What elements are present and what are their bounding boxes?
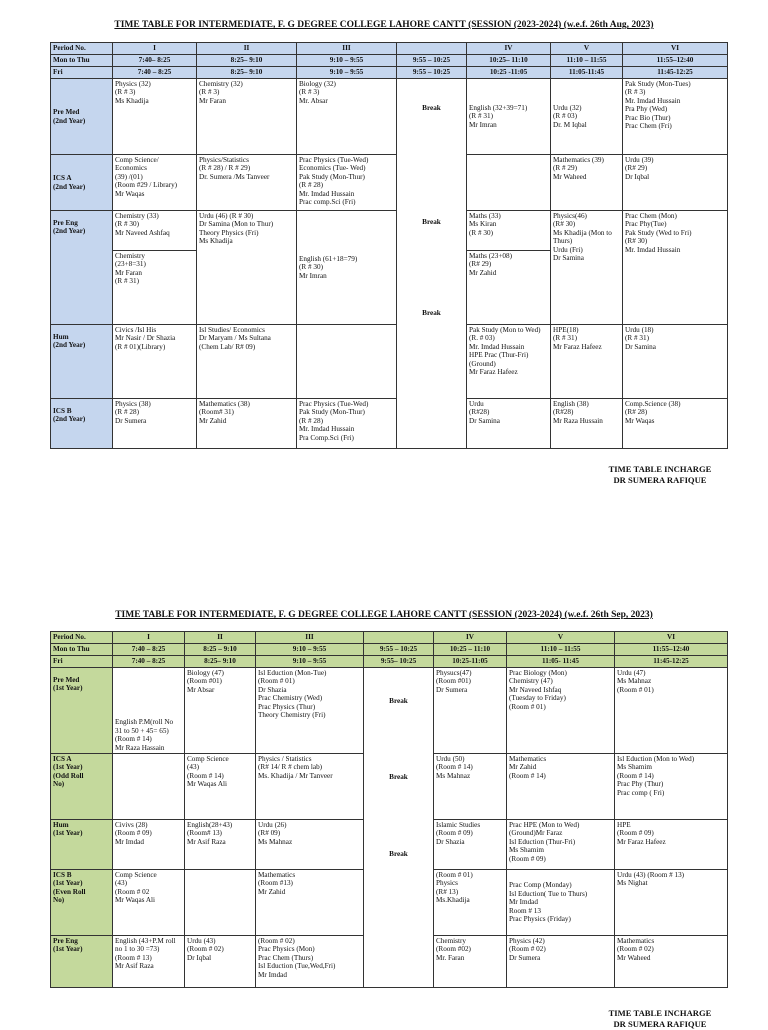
class-label: ICS A (2nd Year) <box>51 155 113 211</box>
time-cell: 11:45-12:25 <box>615 656 728 668</box>
header-cell: Period No. <box>51 43 113 55</box>
period-cell-split <box>113 211 197 325</box>
period-cell: Prac Chem (Mon) Prac Phy(Tue) Pak Study (Wed to Fri) (R# 30) Mr. Imdad Hussain <box>623 211 728 325</box>
period-cell: Pak Study (Mon to Wed) (R. # 03) Mr. Imdad Hussain HPE Prac (Thur-Fri)(Ground) Mr Faraz Hafeez <box>467 325 551 399</box>
timetable-title: TIME TABLE FOR INTERMEDIATE, F. G DEGREE COLLEGE LAHORE CANTT (SESSION (2023-2024) (w.e.f. 26th Sep, 2023) <box>115 610 653 620</box>
period-cell: Chemistry (Room #02) Mr. Faran <box>434 936 507 988</box>
header-cell: I <box>113 632 185 644</box>
period-cell: Physucs(47) (Room #01) Dr Sumera <box>434 668 507 754</box>
time-cell: 11:05- 11:45 <box>507 656 615 668</box>
period-cell: Mathematics Mr Zahid (Room # 14) <box>507 754 615 820</box>
period-cell: Urdu (18) (R # 31) Dr Samina <box>623 325 728 399</box>
time-cell: 11:10 – 11:55 <box>551 55 623 67</box>
period-cell: Urdu (26) (R# 09) Ms Mahnaz <box>256 820 364 870</box>
period-cell: English (38) (R#28) Mr Raza Hussain <box>551 399 623 449</box>
table-row <box>51 399 728 449</box>
period-cell: Comp.Science (38) (R# 28) Mr Waqas <box>623 399 728 449</box>
period-cell: Prac Physics (Tue-Wed) Economics (Tue- Wed) Pak Study (Mon-Thur) (R # 28) Mr. Imdad Hussain Prac comp.Sci (Fri) <box>297 155 397 211</box>
incharge-signature: TIME TABLE INCHARGE DR SUMERA RAFIQUE <box>608 464 712 485</box>
period-cell: Mathematics (38) (Room# 31) Mr Zahid <box>197 399 297 449</box>
time-cell: 11:55–12:40 <box>623 55 728 67</box>
time-cell: 9:10 – 9:55 <box>256 656 364 668</box>
period-cell: HPE(18) (R # 31) Mr Faraz Hafeez <box>551 325 623 399</box>
period-cell: Urdu (39) (R# 29) Dr Iqbal <box>623 155 728 211</box>
period-cell: English (32+39=71) (R # 31) Mr Imran <box>467 79 551 155</box>
table-row <box>51 79 728 155</box>
period-cell: Physics (32) (R # 3) Ms Khadija <box>113 79 197 155</box>
time-cell: Mon to Thu <box>51 55 113 67</box>
header-row <box>51 632 728 644</box>
period-cell: English (61+18=79) (R # 30) Mr Imran <box>297 211 397 325</box>
period-cell: Comp Science (43) (Room # 14) Mr Waqas Ali <box>185 754 256 820</box>
period-cell: Urdu (43) (Room # 13) Ms Nighat <box>615 870 728 936</box>
period-cell: Physics(46) (R# 30) Ms Khadija (Mon to Thurs) Urdu (Fri) Dr Samina <box>551 211 623 325</box>
table-row <box>51 211 728 325</box>
period-cell: Isl Eduction (Mon-Tue) (Room # 01) Dr Shazia Prac Chemistry (Wed) Prac Physics (Thur) Theory Chemistry (Fri) <box>256 668 364 754</box>
class-label: Hum (2nd Year) <box>51 325 113 399</box>
period-cell: Islamic Studies (Room # 09) Dr Shazia <box>434 820 507 870</box>
time-cell: 9:10 – 9:55 <box>256 644 364 656</box>
period-cell: Physics (42) (Room # 02) Dr Sumera <box>507 936 615 988</box>
header-cell: IV <box>467 43 551 55</box>
period-cell: English(28+43) (Room# 13) Mr Asif Raza <box>185 820 256 870</box>
header-row <box>51 43 728 55</box>
table-row <box>51 668 728 754</box>
period-cell: Prac Comp (Monday) Isl Eduction( Tue to Thurs) Mr Imdad Room # 13 Prac Physics (Friday) <box>507 870 615 936</box>
time-cell: 11:45-12:25 <box>623 67 728 79</box>
time-cell: Fri <box>51 656 113 668</box>
empty-cell <box>297 325 397 399</box>
mon-thu-row <box>51 644 728 656</box>
period-cell: Mathematics (Room #13) Mr Zahid <box>256 870 364 936</box>
break-label: Break <box>389 849 408 858</box>
period-cell: Isl Eduction (Mon to Wed) Ms Shamim (Room # 14) Prac Phy (Thur) Prac comp ( Fri) <box>615 754 728 820</box>
time-cell: Fri <box>51 67 113 79</box>
time-cell: 10:25 -11:05 <box>467 67 551 79</box>
period-cell: Comp Science (43) (Room # 02 Mr Waqas Ali <box>113 870 185 936</box>
period-cell: HPE (Room # 09) Mr Faraz Hafeez <box>615 820 728 870</box>
table-row <box>51 325 728 399</box>
period-cell: Urdu (50) (Room # 14) Ms Mahnaz <box>434 754 507 820</box>
time-cell: 7:40 – 8:25 <box>113 644 185 656</box>
period-cell: Biology (32) (R # 3) Mr. Absar <box>297 79 397 155</box>
period-cell: Chemistry (32) (R # 3) Mr Faran <box>197 79 297 155</box>
period-cell: Prac HPE (Mon to Wed) (Ground)Mr Faraz Isl Eduction (Thur-Fri) Ms Shamim (Room # 09) <box>507 820 615 870</box>
time-cell: 9:55 – 10:25 <box>364 644 434 656</box>
period-cell: Civics /Isl His Mr Nasir / Dr Shazia (R # 01)(Library) <box>113 325 197 399</box>
period-cell: Physics/Statistics (R # 28) / R # 29) Dr. Sumera /Ms Tanveer <box>197 155 297 211</box>
incharge-signature: TIME TABLE INCHARGE DR SUMERA RAFIQUE <box>608 1008 712 1029</box>
period-cell: (Room # 01) Physics (R# 13) Ms.Khadija <box>434 870 507 936</box>
time-cell: 8:25 – 9:10 <box>185 644 256 656</box>
fri-row <box>51 656 728 668</box>
class-label: ICS A (1st Year) (Odd Roll No) <box>51 754 113 820</box>
period-cell: Physics / Statistics (R# 14/ R # chem lab) Ms. Khadija / Mr Tanveer <box>256 754 364 820</box>
time-cell: 11:10 – 11:55 <box>507 644 615 656</box>
header-cell: VI <box>623 43 728 55</box>
fri-row <box>51 67 728 79</box>
period-cell: Prac Physics (Tue-Wed) Pak Study (Mon-Thur) (R # 28) Mr. Imdad Hussain Pra Comp.Sci (Fri) <box>297 399 397 449</box>
header-cell: IV <box>434 632 507 644</box>
table-row <box>51 155 728 211</box>
period-cell: Mathematics (Room # 02) Mr Waheed <box>615 936 728 988</box>
period-cell: Prac Biology (Mon) Chemistry (47) Mr Naveed Ishfaq (Tuesday to Friday) (Room # 01) <box>507 668 615 754</box>
break-label: Break <box>422 308 441 317</box>
break-label: Break <box>389 697 408 705</box>
break-label: Break <box>422 218 441 227</box>
period-cell: (Room # 02) Prac Physics (Mon) Prac Chem (Thurs) Isl Eduction (Tue,Wed,Fri) Mr Imdad <box>256 936 364 988</box>
time-cell: 11:55–12:40 <box>615 644 728 656</box>
mon-thu-row <box>51 55 728 67</box>
period-cell: Pak Study (Mon-Tues) (R # 3) Mr. Imdad Hussain Pra Phy (Wed) Prac Bio (Thur) Prac Chem (Fri) <box>623 79 728 155</box>
timetable-title: TIME TABLE FOR INTERMEDIATE, F. G DEGREE COLLEGE LAHORE CANTT (SESSION (2023-2024) (w.e.f. 26th Aug, 2023) <box>114 20 654 30</box>
class-label: ICS B (1st Year) (Even Roll No) <box>51 870 113 936</box>
time-cell: 9:55 – 10:25 <box>397 67 467 79</box>
period-cell <box>113 754 185 820</box>
time-cell: 8:25– 9:10 <box>197 67 297 79</box>
period-cell: Comp Science/ Economics (39) /(01) (Room #29 / Library) Mr Waqas <box>113 155 197 211</box>
header-cell: II <box>197 43 297 55</box>
period-cell: Chemistry (33) (R # 30) Mr Naveed Ashfaq <box>113 211 196 251</box>
class-label: Pre Med (1st Year) <box>51 668 113 754</box>
time-cell: 9:55– 10:25 <box>364 656 434 668</box>
header-cell: III <box>297 43 397 55</box>
header-cell <box>397 43 467 55</box>
period-cell: Civivs (28) (Room # 09) Mr Imdad <box>113 820 185 870</box>
period-cell: Urdu (R#28) Dr Samina <box>467 399 551 449</box>
time-cell: Mon to Thu <box>51 644 113 656</box>
period-cell: Urdu (32) (R # 03) Dr. M Iqbal <box>551 79 623 155</box>
period-cell: Mathematics (39) (R # 29) Mr Waheed <box>551 155 623 211</box>
class-label: Pre Eng (1st Year) <box>51 936 113 988</box>
period-cell-split <box>467 211 551 325</box>
period-cell: Maths (23+08) (R# 29) Mr Zahid <box>469 252 512 277</box>
header-cell: II <box>185 632 256 644</box>
time-cell: 10:25-11:05 <box>434 656 507 668</box>
header-cell <box>364 632 434 644</box>
time-cell: 8:25– 9:10 <box>197 55 297 67</box>
time-cell: 9:10 – 9:55 <box>297 67 397 79</box>
time-cell: 7:40 – 8:25 <box>113 656 185 668</box>
header-cell: Period No. <box>51 632 113 644</box>
time-cell: 7:40– 8:25 <box>113 55 197 67</box>
header-cell: I <box>113 43 197 55</box>
period-cell: English P.M(roll No 31 to 50 + 45= 65) (Room # 14) Mr Raza Hassain <box>113 668 185 754</box>
time-cell: 9:55 – 10:25 <box>397 55 467 67</box>
time-cell: 7:40 – 8:25 <box>113 67 197 79</box>
header-cell: VI <box>615 632 728 644</box>
time-cell: 11:05-11:45 <box>551 67 623 79</box>
timetable-2nd-year <box>50 42 728 449</box>
time-cell: 9:10 – 9:55 <box>297 55 397 67</box>
break-label: Break <box>389 773 408 782</box>
period-cell: Chemistry (23+8=31) Mr Faran (R # 31) <box>115 252 146 286</box>
break-label: Break <box>422 104 441 112</box>
time-cell: 8:25– 9:10 <box>185 656 256 668</box>
period-cell: Maths (33) Ms Kiran (R # 30) <box>467 211 550 251</box>
header-cell: V <box>551 43 623 55</box>
class-label: ICS B (2nd Year) <box>51 399 113 449</box>
period-cell: English (43+P.M roll no 1 to 30 =73) (Room # 13) Mr Asif Raza <box>113 936 185 988</box>
timetable-1st-year <box>50 631 728 988</box>
period-cell: Isl Studies/ Economics Dr Maryam / Ms Sultana (Chem Lab/ R# 09) <box>197 325 297 399</box>
class-label: Pre Eng (2nd Year) <box>51 211 113 325</box>
period-cell: Urdu (43) (Room # 02) Dr Iqbal <box>185 936 256 988</box>
header-cell: III <box>256 632 364 644</box>
class-label: Hum (1st Year) <box>51 820 113 870</box>
class-label: Pre Med (2nd Year) <box>51 79 113 155</box>
time-cell: 10:25 – 11:10 <box>434 644 507 656</box>
break-column <box>397 79 467 449</box>
period-cell: Physics (38) (R # 28) Dr Sumera <box>113 399 197 449</box>
period-cell: Biology (47) (Room #01) Mr Absar <box>185 668 256 754</box>
break-column <box>364 668 434 988</box>
period-cell: Urdu (47) Ms Mahnaz (Room # 01) <box>615 668 728 754</box>
time-cell: 10:25– 11:10 <box>467 55 551 67</box>
period-cell <box>467 155 551 211</box>
period-cell <box>185 870 256 936</box>
header-cell: V <box>507 632 615 644</box>
period-cell: Urdu (46) (R # 30) Dr Samina (Mon to Thur) Theory Physics (Fri) Ms Khadija <box>197 211 297 325</box>
